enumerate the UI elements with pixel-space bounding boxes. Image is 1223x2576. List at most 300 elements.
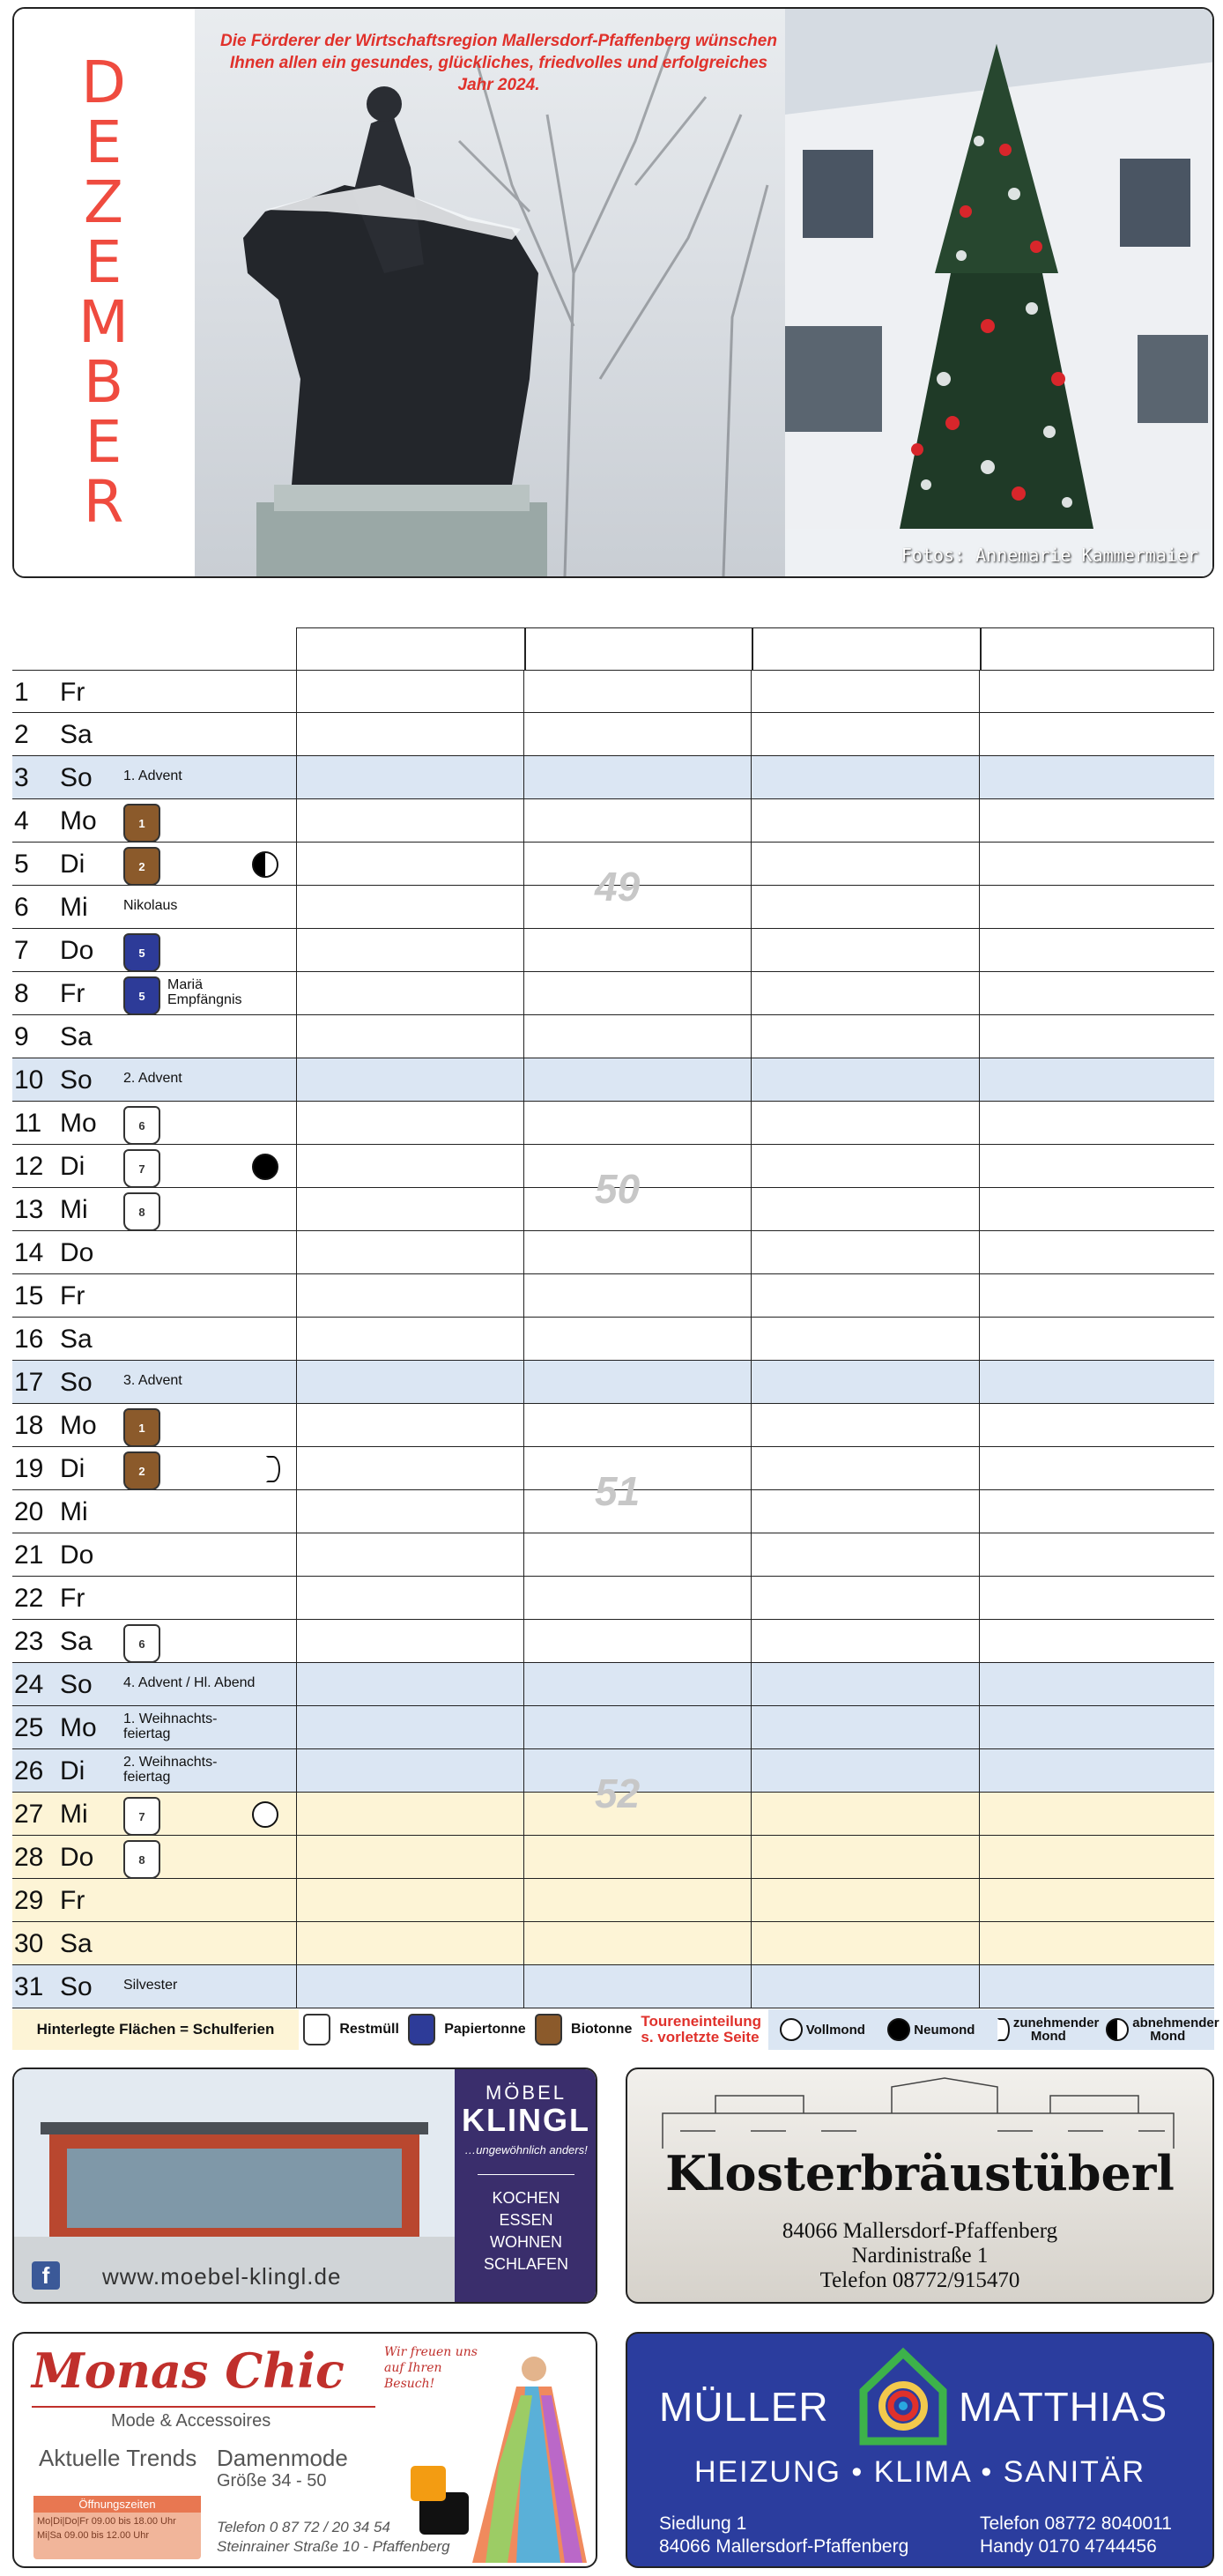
calendar-cell-divider (296, 1749, 297, 1792)
calendar-cell-divider (979, 1231, 980, 1273)
papiertonne-bin-icon (408, 2014, 435, 2045)
week-number: 51 (595, 1468, 641, 1514)
calendar-cell-divider (751, 1490, 752, 1533)
calendar-cell-divider (751, 1102, 752, 1144)
day-name: So (60, 1972, 93, 2001)
ad-mueller-matthias[interactable] (626, 2332, 1214, 2568)
calendar-cell-divider (979, 1879, 980, 1921)
day-name: Sa (60, 1627, 93, 1656)
calendar-cell-divider (296, 799, 297, 842)
month-title (14, 9, 195, 576)
day-name: So (60, 1368, 93, 1397)
day-number: 8 (14, 979, 29, 1008)
month-letter: M (78, 288, 130, 356)
day-name: Sa (60, 720, 93, 749)
legend-bins (303, 2009, 761, 2050)
day-number: 20 (14, 1497, 44, 1526)
day-number: 4 (14, 806, 29, 835)
calendar-row[interactable] (12, 972, 1214, 1015)
calendar-cell-divider (523, 1706, 524, 1748)
calendar-cell-divider (979, 1490, 980, 1533)
calendar-cell-divider (523, 1145, 524, 1187)
day-note: 2. Advent (123, 1071, 182, 1086)
calendar-cell-divider (979, 1058, 980, 1101)
calendar-row[interactable] (12, 929, 1214, 972)
day-name: Di (60, 1152, 85, 1181)
legend (12, 2009, 1219, 2050)
day-number: 19 (14, 1454, 44, 1483)
waning-moon-icon (252, 851, 278, 878)
day-number: 22 (14, 1584, 44, 1613)
day-number: 10 (14, 1065, 44, 1095)
day-number: 14 (14, 1238, 44, 1267)
calendar-cell-divider (751, 1922, 752, 1964)
calendar-cell-divider (979, 929, 980, 971)
day-note: 1. Advent (123, 768, 182, 783)
calendar-cell-divider (751, 756, 752, 798)
calendar-cell-divider (296, 1965, 297, 2008)
calendar-row[interactable] (12, 1015, 1214, 1058)
calendar-cell-divider (296, 1188, 297, 1230)
calendar-cell-divider (979, 843, 980, 885)
monas-size: Größe 34 - 50 (217, 2471, 327, 2491)
calendar-cell-divider (523, 886, 524, 928)
calendar-cell-divider (979, 1965, 980, 2008)
calendar-cell-divider (979, 671, 980, 712)
mueller-name-right: MATTHIAS (959, 2384, 1168, 2430)
day-number: 18 (14, 1411, 44, 1440)
day-name: Fr (60, 1281, 85, 1310)
calendar-cell-divider (523, 1965, 524, 2008)
waning-moon-icon (1106, 2018, 1129, 2041)
mueller-name-left: MÜLLER (659, 2384, 829, 2430)
day-number: 29 (14, 1886, 44, 1915)
day-name: Do (60, 936, 94, 965)
calendar-cell-divider (751, 1836, 752, 1878)
calendar-cell-divider (979, 1836, 980, 1878)
klingl-service: KOCHEN (492, 2189, 560, 2207)
day-name: Do (60, 1843, 94, 1872)
calendar-cell-divider (523, 713, 524, 755)
klingl-url[interactable]: www.moebel-klingl.de (102, 2263, 342, 2290)
day-number: 6 (14, 893, 29, 922)
calendar-cell-divider (751, 1015, 752, 1058)
mueller-mobile[interactable]: Handy 0170 4744456 (980, 2536, 1157, 2557)
calendar-cell-divider (979, 1318, 980, 1360)
calendar-cell-divider (979, 886, 980, 928)
legend-neumond: Neumond (914, 2022, 975, 2038)
calendar-cell-divider (751, 713, 752, 755)
photo-credit: Fotos: Annemarie Kammermaier (901, 545, 1198, 566)
calendar-cell-divider (296, 929, 297, 971)
day-note: Mariä Empfängnis (167, 977, 242, 1007)
day-name: So (60, 763, 93, 792)
day-name: Fr (60, 678, 85, 707)
calendar-cell-divider (751, 1447, 752, 1489)
kloster-name: Klosterbräustüberl (665, 2145, 1175, 2201)
kloster-phone[interactable]: Telefon 08772/915470 (819, 2268, 1020, 2292)
month-letter: Z (83, 168, 126, 236)
christmas-tree-photo (785, 9, 1214, 576)
calendar-cell-divider (979, 1145, 980, 1187)
week-number: 50 (595, 1166, 641, 1212)
calendar-cell-divider (523, 1749, 524, 1792)
calendar-cell-divider (979, 1102, 980, 1144)
calendar-cell-divider (523, 671, 524, 712)
calendar-cell-divider (296, 1793, 297, 1835)
calendar-row[interactable] (12, 1922, 1214, 1965)
day-number: 30 (14, 1929, 44, 1958)
legend-biotonne: Biotonne (571, 2022, 633, 2037)
calendar-cell-divider (751, 799, 752, 842)
papiertonne-bin-icon: 5 (123, 933, 160, 972)
day-name: Do (60, 1540, 94, 1570)
day-name: Mo (60, 806, 97, 835)
calendar-row[interactable] (12, 1965, 1214, 2008)
biotonne-bin-icon: 2 (123, 1451, 160, 1490)
calendar-cell-divider (979, 1922, 980, 1964)
month-letter: E (85, 408, 124, 476)
day-number: 7 (14, 936, 29, 965)
calendar-cell-divider (523, 1490, 524, 1533)
house-logo-icon (855, 2342, 952, 2448)
day-note: 4. Advent / Hl. Abend (123, 1675, 256, 1690)
calendar-cell-divider (296, 713, 297, 755)
calendar-row[interactable] (12, 1879, 1214, 1922)
day-name: Fr (60, 1584, 85, 1613)
calendar-cell-divider (296, 1533, 297, 1576)
calendar-cell-divider (979, 972, 980, 1014)
calendar-cell-divider (296, 1361, 297, 1403)
calendar-row[interactable] (12, 1058, 1214, 1102)
calendar-row[interactable] (12, 1102, 1214, 1145)
calendar-row[interactable] (12, 1318, 1214, 1361)
calendar-cell-divider (751, 1058, 752, 1101)
monas-phone[interactable]: Telefon 0 87 72 / 20 34 54 (217, 2519, 390, 2535)
calendar-row[interactable] (12, 1663, 1214, 1706)
calendar-row[interactable] (12, 1620, 1214, 1663)
month-letter: E (85, 228, 124, 296)
calendar-cell-divider (979, 713, 980, 755)
calendar-column-header (296, 627, 1214, 670)
calendar-cell-divider (296, 1102, 297, 1144)
calendar-cell-divider (523, 1922, 524, 1964)
calendar-cell-divider (523, 1879, 524, 1921)
calendar-row[interactable] (12, 713, 1214, 756)
day-number: 28 (14, 1843, 44, 1872)
calendar-cell-divider (751, 1577, 752, 1619)
calendar-cell-divider (751, 886, 752, 928)
calendar-cell-divider (751, 1965, 752, 2008)
mueller-city: 84066 Mallersdorf-Pfaffenberg (659, 2536, 909, 2557)
biotonne-bin-icon: 1 (123, 804, 160, 843)
monas-hours-1: Mo|Di|Do|Fr 09.00 bis 18.00 Uhr (37, 2516, 176, 2527)
calendar-cell-divider (523, 1793, 524, 1835)
calendar-cell-divider (523, 1404, 524, 1446)
day-number: 2 (14, 720, 29, 749)
day-number: 3 (14, 763, 29, 792)
legend-vollmond: Vollmond (805, 2022, 865, 2038)
calendar-cell-divider (296, 1447, 297, 1489)
legend-zunehmend: zunehmender Mond (1012, 2016, 1100, 2044)
calendar-cell-divider (296, 1490, 297, 1533)
calendar-cell-divider (523, 1533, 524, 1576)
calendar-cell-divider (523, 1836, 524, 1878)
legend-papiertonne: Papiertonne (444, 2022, 526, 2037)
mueller-phone[interactable]: Telefon 08772 8040011 (980, 2513, 1172, 2534)
calendar-cell-divider (523, 1361, 524, 1403)
calendar-cell-divider (751, 1274, 752, 1317)
full-moon-icon (252, 1801, 278, 1828)
calendar-cell-divider (751, 929, 752, 971)
kloster-address: 84066 Mallersdorf-Pfaffenberg (782, 2219, 1058, 2243)
mueller-street: Siedlung 1 (659, 2513, 747, 2534)
day-number: 12 (14, 1152, 44, 1181)
full-moon-icon (780, 2018, 803, 2041)
calendar-cell-divider (296, 1663, 297, 1705)
month-letter: D (81, 48, 128, 116)
calendar-row[interactable] (12, 1577, 1214, 1620)
restmuell-bin-icon: 8 (123, 1840, 160, 1879)
day-number: 5 (14, 850, 29, 879)
waxing-moon-icon (997, 2018, 1010, 2041)
day-name: Mi (60, 1800, 88, 1829)
calendar-cell-divider (296, 1706, 297, 1748)
calendar-cell-divider (751, 972, 752, 1014)
calendar-cell-divider (979, 1404, 980, 1446)
calendar-cell-divider (523, 1318, 524, 1360)
day-number: 27 (14, 1800, 44, 1829)
calendar-cell-divider (296, 1836, 297, 1878)
day-number: 17 (14, 1368, 44, 1397)
day-number: 26 (14, 1756, 44, 1785)
calendar-row[interactable] (12, 1231, 1214, 1274)
monas-hours-box (33, 2496, 201, 2559)
day-name: Mo (60, 1411, 97, 1440)
restmuell-bin-icon: 6 (123, 1106, 160, 1145)
day-note: Silvester (123, 1978, 178, 1993)
klingl-service: SCHLAFEN (483, 2255, 569, 2273)
calendar-cell-divider (979, 1533, 980, 1576)
calendar-row[interactable] (12, 799, 1214, 843)
calendar-cell-divider (296, 1145, 297, 1187)
calendar-cell-divider (751, 1404, 752, 1446)
new-moon-icon (252, 1154, 278, 1180)
calendar-cell-divider (523, 1188, 524, 1230)
month-letter: R (83, 468, 126, 536)
day-number: 25 (14, 1713, 44, 1742)
christmas-tree-illustration (785, 9, 1214, 576)
day-name: Sa (60, 1022, 93, 1051)
day-note: 2. Weihnachts- feiertag (123, 1755, 218, 1785)
calendar-cell-divider (296, 886, 297, 928)
month-letter: E (85, 108, 124, 176)
klingl-services (484, 2187, 568, 2275)
calendar-cell-divider (751, 843, 752, 885)
calendar-cell-divider (979, 1188, 980, 1230)
calendar-row[interactable] (12, 1361, 1214, 1404)
calendar-row[interactable] (12, 1404, 1214, 1447)
calendar-cell-divider (296, 1274, 297, 1317)
calendar-cell-divider (979, 1361, 980, 1403)
calendar-cell-divider (523, 1274, 524, 1317)
day-name: Sa (60, 1325, 93, 1354)
calendar-cell-divider (979, 1015, 980, 1058)
greeting-text: Die Förderer der Wirtschaftsregion Mallersdorf-Pfaffenberg wünschen Ihnen allen ein gesundes, glückliches, friedvolles und erfolgreiches Jahr 2024. (220, 32, 777, 94)
calendar-cell-divider (296, 843, 297, 885)
day-number: 21 (14, 1540, 44, 1570)
calendar-cell-divider (979, 1577, 980, 1619)
klingl-brand-top: MÖBEL (485, 2082, 567, 2104)
calendar-cell-divider (751, 671, 752, 712)
papiertonne-bin-icon: 5 (123, 976, 160, 1015)
calendar-cell-divider (523, 1231, 524, 1273)
day-name: Di (60, 1756, 85, 1785)
calendar-cell-divider (296, 1404, 297, 1446)
calendar-cell-divider (296, 1922, 297, 1964)
biotonne-bin-icon: 1 (123, 1408, 160, 1447)
calendar-row[interactable] (12, 1706, 1214, 1749)
legend-restmuell: Restmüll (339, 2022, 399, 2037)
legend-touren: Toureneinteilung s. vorletzte Seite (641, 2013, 761, 2045)
monas-address: Steinrainer Straße 10 - Pfaffenberg (217, 2538, 450, 2555)
calendar-cell-divider (751, 1749, 752, 1792)
biotonne-bin-icon: 2 (123, 847, 160, 886)
monas-subtitle: Mode & Accessoires (111, 2411, 271, 2431)
calendar-cell-divider (523, 843, 524, 885)
calendar-cell-divider (523, 1102, 524, 1144)
day-number: 31 (14, 1972, 44, 2001)
day-name: So (60, 1670, 93, 1699)
day-number: 11 (14, 1109, 42, 1138)
calendar-cell-divider (523, 1620, 524, 1662)
calendar-cell-divider (751, 1361, 752, 1403)
calendar-cell-divider (751, 1318, 752, 1360)
day-name: Mo (60, 1713, 97, 1742)
klingl-tagline: …ungewöhnlich anders! (464, 2143, 588, 2157)
calendar-row[interactable] (12, 756, 1214, 799)
day-name: So (60, 1065, 93, 1095)
klingl-service: ESSEN (499, 2211, 553, 2229)
new-moon-icon (887, 2018, 910, 2041)
restmuell-bin-icon (303, 2014, 330, 2045)
day-number: 9 (14, 1022, 29, 1051)
day-note: 3. Advent (123, 1373, 182, 1388)
calendar-cell-divider (296, 1015, 297, 1058)
day-name: Mi (60, 1195, 88, 1224)
day-name: Sa (60, 1929, 93, 1958)
calendar-cell-divider (751, 1879, 752, 1921)
calendar-cell-divider (751, 1533, 752, 1576)
calendar-cell-divider (523, 1577, 524, 1619)
calendar-cell-divider (523, 799, 524, 842)
facebook-icon[interactable]: f (32, 2261, 60, 2290)
day-name: Fr (60, 1886, 85, 1915)
ad-monas-chic[interactable] (12, 2332, 597, 2568)
week-number: 52 (595, 1771, 641, 1816)
calendar-cell-divider (296, 756, 297, 798)
legend-holidays: Hinterlegte Flächen = Schulferien (12, 2009, 299, 2050)
day-number: 23 (14, 1627, 44, 1656)
day-name: Mo (60, 1109, 97, 1138)
ad-moebel-klingl[interactable] (12, 2067, 597, 2304)
monas-hours-title: Öffnungszeiten (33, 2496, 201, 2513)
calendar-cell-divider (751, 1620, 752, 1662)
calendar-cell-divider (979, 1663, 980, 1705)
calendar-row[interactable] (12, 1836, 1214, 1879)
day-note: Nikolaus (123, 898, 178, 913)
calendar-row[interactable] (12, 1533, 1214, 1577)
monas-trends: Aktuelle Trends (39, 2445, 197, 2471)
calendar-cell-divider (296, 1620, 297, 1662)
restmuell-bin-icon: 8 (123, 1192, 160, 1231)
calendar-cell-divider (979, 756, 980, 798)
calendar-cell-divider (979, 1620, 980, 1662)
day-number: 16 (14, 1325, 44, 1354)
calendar-cell-divider (296, 1879, 297, 1921)
week-number: 49 (595, 864, 641, 909)
calendar-cell-divider (751, 1188, 752, 1230)
calendar-cell-divider (523, 972, 524, 1014)
monas-damenmode: Damenmode (217, 2445, 348, 2471)
day-name: Fr (60, 979, 85, 1008)
day-name: Do (60, 1238, 94, 1267)
calendar-cell-divider (979, 1447, 980, 1489)
legend-moon (768, 2009, 1219, 2050)
biotonne-bin-icon (535, 2014, 562, 2045)
calendar-cell-divider (979, 799, 980, 842)
calendar-cell-divider (296, 1231, 297, 1273)
ad-klosterbraeustueberl[interactable] (626, 2067, 1214, 2304)
restmuell-bin-icon: 7 (123, 1149, 160, 1188)
calendar-cell-divider (523, 929, 524, 971)
calendar-cell-divider (751, 1706, 752, 1748)
day-number: 15 (14, 1281, 44, 1310)
day-number: 13 (14, 1195, 44, 1224)
restmuell-bin-icon: 7 (123, 1797, 160, 1836)
header-panel (12, 7, 1214, 578)
klingl-brand-panel (455, 2069, 597, 2302)
calendar-cell-divider (523, 1015, 524, 1058)
calendar-cell-divider (296, 671, 297, 712)
calendar-cell-divider (751, 1145, 752, 1187)
day-name: Di (60, 850, 85, 879)
day-name: Di (60, 1454, 85, 1483)
day-name: Mi (60, 893, 88, 922)
month-letter: B (83, 348, 126, 416)
calendar-cell-divider (751, 1793, 752, 1835)
legend-abnehmend: abnehmender Mond (1132, 2016, 1219, 2044)
calendar-row[interactable] (12, 670, 1214, 713)
calendar-cell-divider (751, 1663, 752, 1705)
monas-hours-2: Mi|Sa 09.00 bis 12.00 Uhr (37, 2530, 149, 2541)
calendar-cell-divider (296, 1058, 297, 1101)
calendar-cell-divider (751, 1231, 752, 1273)
restmuell-bin-icon: 6 (123, 1624, 160, 1663)
calendar-row[interactable] (12, 1274, 1214, 1318)
fashion-illustration (384, 2334, 596, 2566)
calendar-cell-divider (523, 1663, 524, 1705)
calendar-cell-divider (979, 1706, 980, 1748)
day-number: 24 (14, 1670, 44, 1699)
klingl-service: WOHNEN (490, 2233, 562, 2251)
building-sketch-icon (627, 2069, 1212, 2157)
calendar-cell-divider (296, 972, 297, 1014)
calendar-cell-divider (523, 1447, 524, 1489)
monas-welcome: Wir freuen uns auf Ihren Besuch! (384, 2345, 478, 2391)
calendar-cell-divider (979, 1793, 980, 1835)
klingl-brand: KLINGL (462, 2102, 590, 2138)
